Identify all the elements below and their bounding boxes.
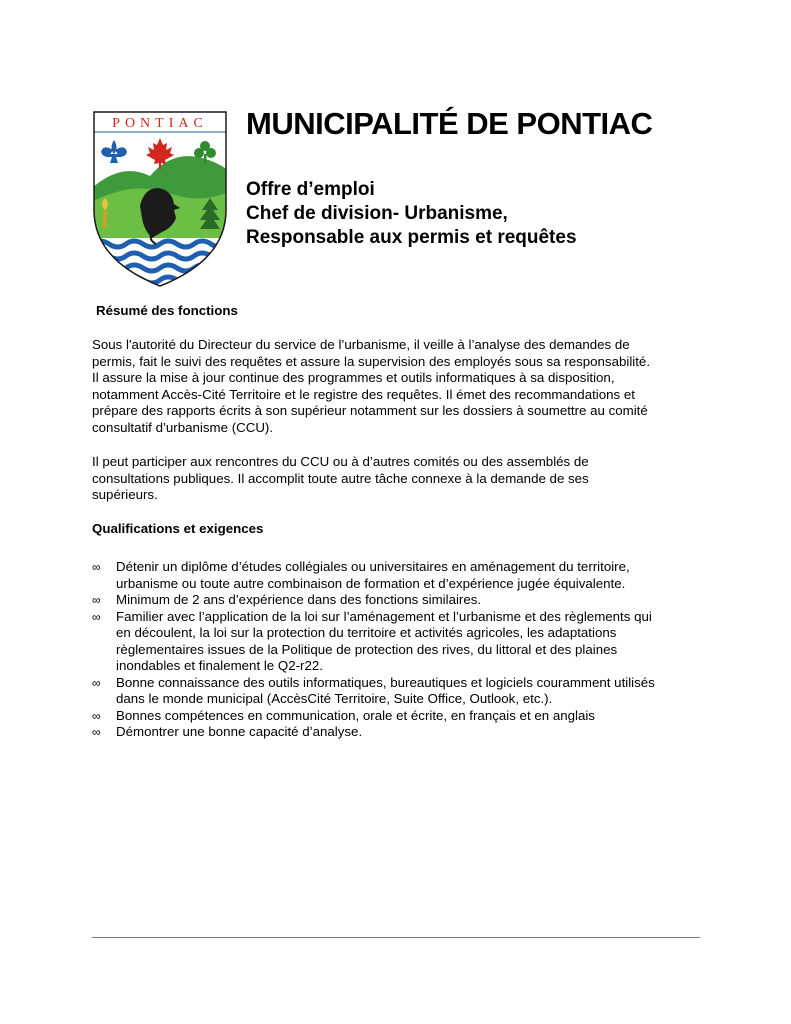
crest-label: PONTIAC xyxy=(112,116,208,131)
bullet-icon: ∞ xyxy=(92,593,101,607)
list-item xyxy=(92,675,712,708)
summary-heading: Résumé des fonctions xyxy=(96,303,238,318)
bullet-icon: ∞ xyxy=(92,725,101,739)
list-item xyxy=(92,724,712,741)
list-item xyxy=(92,592,712,609)
text-line: consultatif d’urbanisme (CCU). xyxy=(92,419,274,435)
job-subtitle xyxy=(246,178,577,250)
text-line: Sous l'autorité du Directeur du service de l’urbanisme, il veille à l’analyse des demandes de xyxy=(92,337,630,352)
page-title: MUNICIPALITÉ DE PONTIAC xyxy=(246,106,653,141)
text-line: Bonnes compétences en communication, orale et écrite, en français et en anglais xyxy=(116,707,595,723)
text-line: en découlent, la loi sur la protection du territoire et activités agricoles, les adaptations xyxy=(116,625,617,640)
text-line: prépare des rapports écrits à son supérieur notamment sur les dossiers à soumettre au comité xyxy=(92,403,648,418)
pontiac-crest-logo xyxy=(92,110,228,288)
text-line: Bonne connaissance des outils informatiques, bureautiques et logiciels couramment utilisés xyxy=(116,674,655,690)
bullet-icon: ∞ xyxy=(92,560,101,574)
summary-paragraph-2 xyxy=(92,454,712,504)
subtitle-line: Responsable aux permis et requêtes xyxy=(246,227,577,248)
subtitle-line: Chef de division- Urbanisme, xyxy=(246,203,508,224)
text-line: Démontrer une bonne capacité d’analyse. xyxy=(116,724,363,739)
text-line: notamment Accès-Cité Territoire et le registre des requêtes. Il émet des recommandations et xyxy=(92,386,635,402)
summary-paragraph-1 xyxy=(92,337,712,436)
text-line: Familier avec l’application de la loi sur l’aménagement et l’urbanisme et des règlements qui xyxy=(116,608,652,624)
text-line: urbanisme ou toute autre combinaison de formation et d’expérience jugée équivalente. xyxy=(116,575,626,591)
text-line: consultations publiques. Il accomplit toute autre tâche connexe à la demande de ses xyxy=(92,470,589,486)
text-line: supérieurs. xyxy=(92,487,158,502)
text-line: permis, fait le suivi des requêtes et assure la supervision des employés sous sa responsabilité. xyxy=(92,353,651,369)
text-line: Il assure la mise à jour continue des programmes et outils informatiques à sa disposition, xyxy=(92,370,615,385)
qualifications-list xyxy=(92,559,712,741)
text-line: inondables et finalement le Q2-r22. xyxy=(116,658,323,673)
text-line: Il peut participer aux rencontres du CCU ou à d’autres comités ou des assemblés de xyxy=(92,454,589,469)
footer-divider xyxy=(92,937,700,938)
list-item xyxy=(92,559,712,592)
subtitle-line: Offre d’emploi xyxy=(246,179,375,200)
bullet-icon: ∞ xyxy=(92,675,101,690)
text-line: règlementaires issues de la Politique de protection des rives, du littoral et des plaines xyxy=(116,641,618,657)
text-line: dans le monde municipal (AccèsCité Territoire, Suite Office, Outlook, etc.). xyxy=(116,691,553,706)
qualifications-heading: Qualifications et exigences xyxy=(92,521,264,536)
text-line: Détenir un diplôme d’études collégiales ou universitaires en aménagement du territoire, xyxy=(116,559,630,574)
bullet-icon: ∞ xyxy=(92,708,101,723)
list-item xyxy=(92,708,712,725)
list-item xyxy=(92,609,712,675)
bullet-icon: ∞ xyxy=(92,609,101,624)
text-line: Minimum de 2 ans d’expérience dans des fonctions similaires. xyxy=(116,592,482,607)
